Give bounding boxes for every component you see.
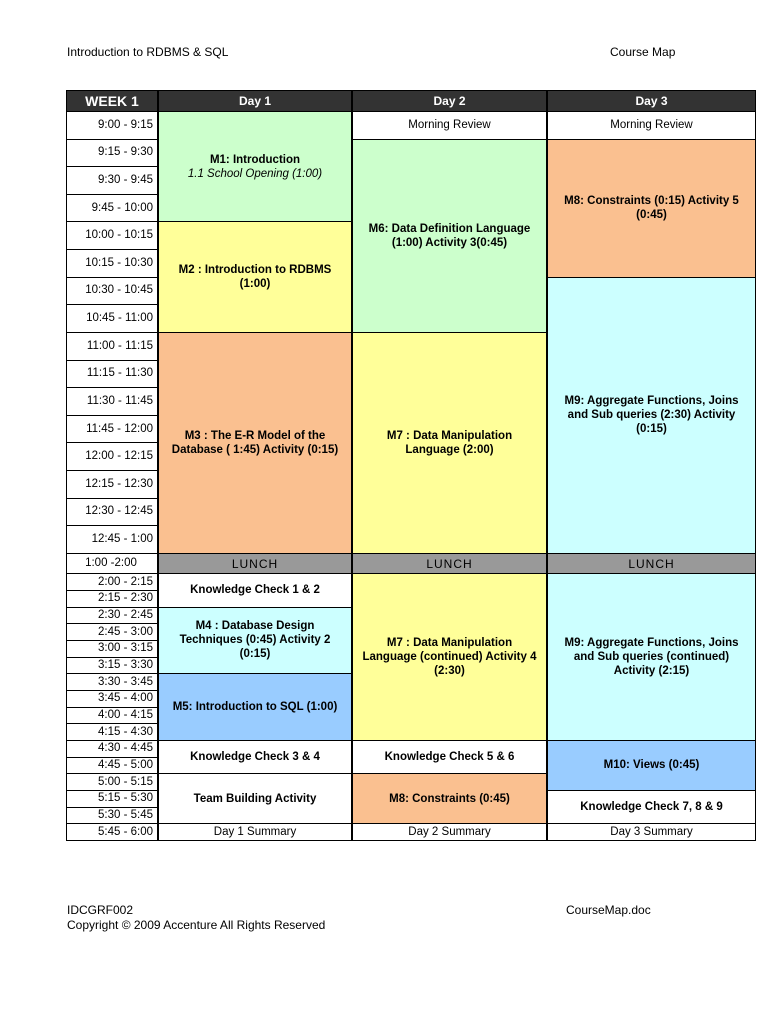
session-title: Morning Review — [408, 119, 491, 132]
time-slot — [66, 442, 158, 471]
time-label: 4:15 - 4:30 — [98, 725, 153, 738]
session-title: M7 : Data Manipulation Language (continued) Activity 4 (2:30) — [362, 637, 537, 678]
time-label: 11:00 - 11:15 — [86, 339, 153, 352]
time-slot — [66, 166, 158, 195]
session-title: M8: Constraints (0:15) Activity 5 (0:45) — [564, 195, 739, 222]
time-label: 2:00 - 2:15 — [98, 575, 153, 588]
lunch-time — [66, 553, 158, 574]
session-title: Team Building Activity — [193, 792, 317, 805]
time-label: 5:00 - 5:15 — [98, 775, 153, 788]
session-block — [158, 773, 352, 824]
time-slot — [66, 673, 158, 691]
time-label: 10:30 - 10:45 — [85, 284, 153, 297]
session-block — [547, 111, 756, 140]
time-label: 9:45 - 10:00 — [91, 201, 153, 214]
time-slot — [66, 415, 158, 444]
session-block — [547, 573, 756, 741]
time-label: 3:30 - 3:45 — [98, 675, 153, 688]
course-map-table — [66, 90, 756, 840]
time-slot — [66, 111, 158, 140]
time-slot — [66, 607, 158, 625]
session-block — [158, 607, 352, 675]
time-slot — [66, 194, 158, 223]
time-slot — [66, 387, 158, 416]
time-label: 5:45 - 6:00 — [98, 825, 153, 838]
session-title: Knowledge Check 1 & 2 — [190, 584, 320, 597]
time-label: 9:30 - 9:45 — [98, 174, 153, 187]
session-title: Morning Review — [610, 119, 693, 132]
lunch-block — [352, 553, 547, 574]
lunch-block — [547, 553, 756, 574]
time-slot — [66, 277, 158, 306]
time-label: 3:45 - 4:00 — [98, 692, 153, 705]
time-slot — [66, 249, 158, 278]
time-slot — [66, 707, 158, 725]
time-slot — [66, 498, 158, 527]
time-label: 2:45 - 3:00 — [98, 625, 153, 638]
session-title: Day 3 Summary — [610, 826, 693, 839]
time-slot — [66, 740, 158, 758]
week-label: WEEK 1 — [85, 93, 139, 109]
time-label: 11:30 - 11:45 — [86, 394, 153, 407]
time-slot — [66, 657, 158, 675]
footer-copyright: Copyright © 2009 Accenture All Rights Reserved — [67, 918, 326, 932]
time-slot — [66, 640, 158, 658]
session-block — [158, 573, 352, 607]
session-block — [352, 740, 547, 774]
session-block — [158, 740, 352, 774]
session-subtitle: 1.1 School Opening (1:00) — [187, 167, 323, 180]
session-block — [547, 790, 756, 824]
time-label: 3:00 - 3:15 — [98, 642, 153, 655]
time-label: 3:15 - 3:30 — [98, 658, 153, 671]
time-label: 10:15 - 10:30 — [85, 256, 153, 269]
session-title: Knowledge Check 7, 8 & 9 — [580, 801, 723, 814]
session-block — [158, 111, 352, 222]
lunch-label: LUNCH — [426, 556, 473, 571]
session-block — [158, 332, 352, 554]
session-title: M2 : Introduction to RDBMS (1:00) — [178, 264, 332, 291]
session-block — [352, 139, 547, 333]
session-block — [352, 773, 547, 824]
day-header-1 — [158, 90, 352, 112]
session-block — [352, 332, 547, 554]
time-slot — [66, 790, 158, 808]
lunch-label: LUNCH — [231, 556, 279, 571]
session-title: M8: Constraints (0:45) — [389, 792, 510, 805]
time-label: 12:15 - 12:30 — [85, 477, 153, 490]
time-label: 5:30 - 5:45 — [98, 808, 153, 821]
session-title: M7 : Data Manipulation Language (2:00) — [386, 429, 513, 456]
lunch-block — [158, 553, 352, 574]
session-block — [547, 823, 756, 841]
time-label: 12:30 - 12:45 — [85, 505, 153, 518]
time-label: 12:45 - 1:00 — [91, 533, 153, 545]
doc-section: Course Map — [610, 45, 676, 59]
session-title: M1: Introduction — [209, 153, 301, 166]
day-label: Day 3 — [635, 94, 668, 108]
time-slot — [66, 332, 158, 361]
session-block — [352, 111, 547, 140]
time-slot — [66, 807, 158, 825]
session-block — [158, 823, 352, 841]
time-label: 5:15 - 5:30 — [98, 792, 153, 805]
session-title: M10: Views (0:45) — [603, 759, 700, 772]
time-label: 11:45 - 12:00 — [86, 422, 153, 435]
time-label: 10:00 - 10:15 — [85, 229, 153, 242]
lunch-label: LUNCH — [628, 556, 675, 571]
session-block — [158, 673, 352, 741]
session-block — [352, 823, 547, 841]
session-block — [547, 277, 756, 554]
time-slot — [66, 757, 158, 775]
time-slot — [66, 139, 158, 168]
time-slot — [66, 525, 158, 554]
time-slot — [66, 360, 158, 389]
day-header-3 — [547, 90, 756, 112]
doc-title: Introduction to RDBMS & SQL — [67, 45, 229, 59]
session-block — [547, 139, 756, 278]
session-title: Knowledge Check 3 & 4 — [190, 751, 320, 764]
time-slot — [66, 723, 158, 741]
time-label: 9:15 - 9:30 — [98, 146, 153, 159]
time-slot — [66, 304, 158, 333]
time-label: 9:00 - 9:15 — [98, 118, 153, 131]
time-label: 12:00 - 12:15 — [85, 450, 153, 463]
session-title: M9: Aggregate Functions, Joins and Sub queries (2:30) Activity (0:15) — [564, 395, 739, 436]
session-title: Day 1 Summary — [213, 826, 297, 839]
time-slot — [66, 573, 158, 591]
time-label: 11:15 - 11:30 — [86, 367, 153, 380]
session-title: M3 : The E-R Model of the Database ( 1:45) Activity (0:15) — [171, 429, 339, 456]
time-slot — [66, 690, 158, 708]
session-block — [547, 740, 756, 791]
day-label: Day 2 — [433, 94, 466, 108]
footer-filename: CourseMap.doc — [566, 903, 651, 917]
time-label: 4:45 - 5:00 — [98, 758, 153, 771]
session-title: Knowledge Check 5 & 6 — [384, 751, 515, 764]
time-slot — [66, 773, 158, 791]
time-slot — [66, 470, 158, 499]
time-label: 4:00 - 4:15 — [98, 708, 153, 721]
session-title: M9: Aggregate Functions, Joins and Sub queries (continued) Activity (2:15) — [564, 637, 739, 678]
time-label: 4:30 - 4:45 — [98, 742, 153, 755]
session-block — [352, 573, 547, 741]
time-label: 2:30 - 2:45 — [98, 608, 153, 621]
session-title: M6: Data Definition Language (1:00) Activity 3(0:45) — [368, 222, 531, 249]
day-label: Day 1 — [238, 94, 272, 108]
day-header-2 — [352, 90, 547, 112]
week-header — [66, 90, 158, 112]
footer-code: IDCGRF002 — [67, 903, 134, 917]
time-slot — [66, 590, 158, 608]
time-label: 1:00 -2:00 — [85, 557, 137, 570]
time-slot — [66, 221, 158, 250]
session-title: Day 2 Summary — [408, 826, 491, 839]
time-label: 2:15 - 2:30 — [98, 592, 153, 605]
session-title: M4 : Database Design Techniques (0:45) Activity 2 (0:15) — [179, 620, 331, 661]
session-title: M5: Introduction to SQL (1:00) — [172, 701, 338, 714]
session-block — [158, 221, 352, 332]
time-label: 10:45 - 11:00 — [86, 312, 153, 325]
time-slot — [66, 623, 158, 641]
time-slot — [66, 823, 158, 841]
